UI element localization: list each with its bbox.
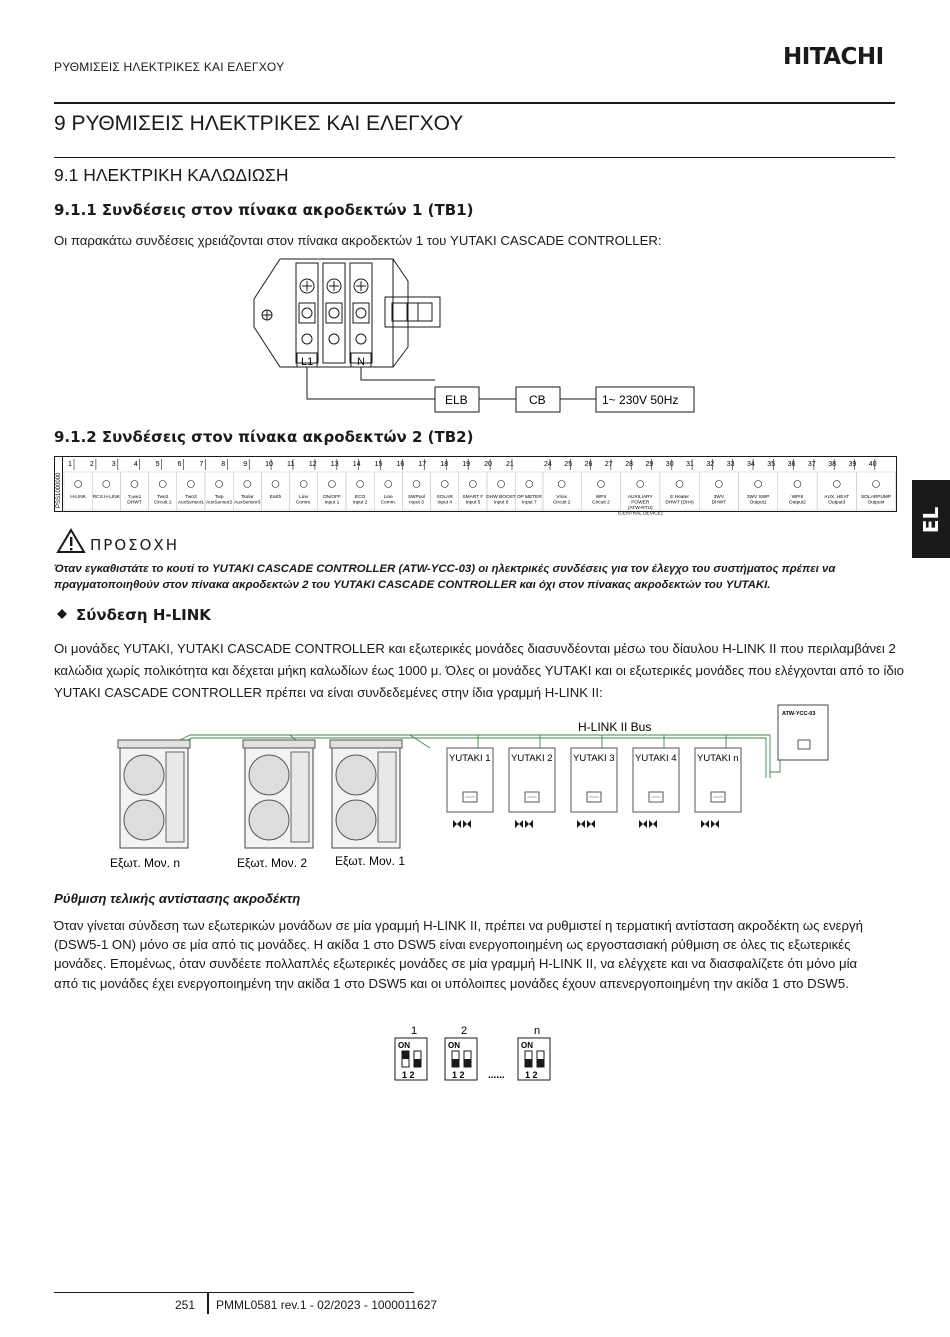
tb2-terminal-labels [64, 472, 896, 517]
tb2-right-label-4-line0: 3WV [713, 495, 725, 500]
dip-switch-diagram [390, 1020, 570, 1086]
tb2-left-label-14-line0: SMART F [462, 495, 484, 500]
running-header: ΡΥΘΜΙΣΕΙΣ ΗΛΕΚΤΡΙΚΕΣ ΚΑΙ ΕΛΕΓΧΟΥ [54, 60, 285, 74]
tb2-left-label-11-line0: Line [383, 495, 393, 500]
tb2-left-label-9-line1: Input 1 [324, 500, 340, 506]
tb2-right-label-8-line0: SOLARPUMP [860, 495, 892, 500]
controller-label: ATW-YCC-03 [782, 711, 816, 717]
tb2-terminal-26: 26 [584, 461, 593, 468]
chapter-title: 9 ΡΥΘΜΙΣΕΙΣ ΗΛΕΚΤΡΙΚΕΣ ΚΑΙ ΕΛΕΓΧΟΥ [54, 112, 464, 135]
tb2-right-label-3-line0: E.Heater [670, 495, 690, 500]
tb2-right-label-2-line0: AUXILIARY [627, 495, 653, 500]
tb2-left-label-12-line0: SWPool [407, 495, 426, 500]
tb2-terminal-10: 10 [265, 461, 273, 468]
svg-text:ON: ON [521, 1041, 533, 1050]
tb2-left-label-15-line1: Input 6 [493, 500, 509, 506]
tb2-terminal-7: 7 [199, 461, 204, 468]
valve-icon [525, 820, 533, 828]
tb2-left-label-12-line1: Input 3 [409, 500, 424, 506]
tb2-terminal-12: 12 [308, 461, 317, 468]
tb2-terminal-13: 13 [330, 461, 339, 468]
tb2-terminal-8: 8 [221, 461, 226, 468]
tb2-terminal-29: 29 [645, 461, 654, 468]
tb2-left-label-3-line1: Circuit 2 [153, 500, 172, 506]
outdoor-unit-n-label: Εξωτ. Μον. n [110, 856, 180, 870]
outdoor-unit-1-label: Εξωτ. Μον. 1 [335, 854, 405, 868]
tb2-terminal-5: 5 [155, 461, 160, 468]
valve-icon [711, 820, 719, 828]
hlink-heading: Σύνδεση H-LINK [76, 606, 211, 624]
tb2-left-label-10-line1: Input 2 [352, 500, 368, 506]
tb2-right-label-7-line1: Output3 [828, 500, 846, 506]
section-title: 9.1 ΗΛΕΚΤΡΙΚΗ ΚΑΛΩΔΙΩΣΗ [54, 165, 289, 185]
tb2-left-label-10-line0: ECO [354, 495, 366, 500]
outdoor-unit-1 [330, 740, 402, 848]
tb2-terminal-14: 14 [352, 461, 361, 468]
brand-logo: HITACHI [783, 44, 884, 70]
valve-icon [649, 820, 657, 828]
tb2-terminal-28: 28 [625, 461, 633, 468]
footer-rule [54, 1292, 414, 1293]
hlink-bus-diagram [110, 700, 840, 880]
yutaki-unit-label-1: YUTAKI 1 [449, 753, 491, 764]
tb2-right-label-0-line0: Vmix [556, 495, 567, 500]
tb2-terminal-30: 30 [665, 461, 674, 468]
tb2-left-label-16-line0: OP METER [516, 495, 542, 500]
tb2-right-label-1-line1: Circuit 2 [592, 500, 610, 506]
tb2-left-label-2-line0: Tₒwe1 [127, 495, 142, 500]
supply-label: 1~ 230V 50Hz [602, 393, 679, 407]
valve-icon [587, 820, 595, 828]
tb2-right-label-6-line0: WPIII [791, 495, 804, 500]
yutaki-unit-label-3: YUTAKI 3 [573, 753, 615, 764]
tb2-terminal-34: 34 [747, 461, 755, 468]
diamond-bullet-icon [56, 608, 70, 622]
tb2-right-label-3-line1: DHWT (DH4) [665, 500, 694, 506]
tb1-intro: Οι παρακάτω συνδέσεις χρειάζονται στον πίνακα ακροδεκτών 1 του YUTAKI CASCADE CONTROLLER: [54, 233, 662, 248]
tb2-right-label-4-line1: DHWT [711, 500, 727, 506]
tb2-terminal-25: 25 [564, 461, 573, 468]
yutaki-unit-2 [509, 748, 555, 828]
switch-n-label: n [534, 1025, 541, 1037]
terminal-resistance-paragraph: Όταν γίνεται σύνδεση των εξωτερικών μονάδων σε μία γραμμή H-LINK II, πρέπει να ρυθμιστεί η τερματική αντίσταση ακροδέκτη ως ενεργή (DSW5-1 ON) μόνο σε μία από τις μονάδες. Η ακίδα 1 στο DSW5 είναι ενεργοποιημένη ως εργοστασιακή ρύθμιση σε όλες τις εξωτερικές μονάδες. Επομένως, όταν συνδέετε πολλαπλές εξωτερικές μονάδες σε μία γραμμή H-LINK II, να ελέγχετε και να διασφαλίζετε ότι μόνο μία από τις μονάδες έχει ενεργοποιημένη την ακίδα 1 στο DSW5 και οι υπόλοιπες μονάδες έχουν απενεργοποιημένη την ακίδα 1 στο DSW5. [54, 918, 863, 991]
tb2-left-label-8-line0: Line [299, 495, 309, 500]
tb1-wiring-diagram [240, 255, 710, 417]
terminal-l1-label: L1 [301, 356, 314, 368]
tb2-terminal-11: 11 [287, 461, 295, 468]
hlink-bus-label: H-LINK II Bus [578, 720, 652, 734]
svg-text:ON: ON [398, 1041, 410, 1050]
switch-2-label: 2 [461, 1025, 468, 1037]
outdoor-unit-2-label: Εξωτ. Μον. 2 [237, 856, 307, 870]
tb2-left-label-6-line0: Tsolar [240, 495, 254, 500]
tb2-left-label-4-line0: Two3 [185, 495, 197, 500]
tb2-left-label-8-line1: Comm. [295, 500, 312, 506]
tb2-right-label-5-line0: 3WV SWP [746, 495, 770, 500]
tb2-right-label-0-line1: Circuit 2 [552, 500, 571, 506]
tb2-terminal-20: 20 [484, 461, 492, 468]
tb2-terminal-31: 31 [686, 461, 694, 468]
tb2-right-label-5-line1: Output1 [749, 500, 767, 506]
tb2-terminal-33: 33 [726, 461, 735, 468]
tb2-terminal-1: 1 [68, 461, 72, 468]
tb2-left-label-14-line1: Input 5 [465, 500, 481, 506]
caution-title: ΠΡΟΣΟΧΗ [90, 536, 179, 554]
tb2-left-label-1-line0: RCS H-LINK [92, 495, 120, 500]
warning-icon [56, 528, 86, 554]
tb2-terminal-21: 21 [506, 461, 514, 468]
tb2-terminal-16: 16 [396, 461, 405, 468]
tb2-terminal-6: 6 [177, 461, 182, 468]
outdoor-unit-n [118, 740, 190, 848]
tb2-terminal-9: 9 [243, 461, 248, 468]
tb2-terminal-15: 15 [374, 461, 383, 468]
yutaki-unit-1 [447, 748, 493, 828]
svg-text:1 2: 1 2 [452, 1070, 465, 1080]
yutaki-unit-label-2: YUTAKI 2 [511, 753, 553, 764]
tb2-left-label-11-line1: Comm. [380, 500, 397, 506]
language-tab: EL [912, 480, 950, 558]
caution-text: Όταν εγκαθιστάτε το κουτί το YUTAKI CASCADE CONTROLLER (ATW-YCC-03) οι ηλεκτρικές συνδέσεις για τον έλεγχο του συστήματος πρέπει να πραγματοποιηθούν στον πίνακα ακροδεκτών 2 του YUTAKI CASCADE CONTROLLER και όχι στον πίνακας ακροδεκτών του YUTAKI. [54, 563, 836, 591]
outdoor-unit-2 [243, 740, 315, 848]
yutaki-unit-3 [571, 748, 617, 828]
tb2-terminal-18: 18 [440, 461, 449, 468]
tb2-terminal-27: 27 [604, 461, 613, 468]
tb2-terminal-17: 17 [418, 461, 427, 468]
tb2-right-label-2-line3: (CENTRAL DEVICE) [617, 511, 663, 517]
tb2-right-label-2-line1: POWER [631, 500, 650, 506]
tb2-side-code: PSS1000000 [56, 472, 62, 508]
tb2-terminal-36: 36 [787, 461, 796, 468]
terminal-n-label: N [357, 356, 365, 368]
tb2-left-label-7-line0: Earth [269, 495, 282, 500]
tb2-left-label-3-line0: Twe2 [156, 495, 169, 500]
tb2-right-label-1-line0: WPII [595, 495, 607, 500]
valve-icon [577, 820, 585, 828]
hlink-paragraph: Οι μονάδες YUTAKI, YUTAKI CASCADE CONTROLLER και εξωτερικές μονάδες διασυνδέονται μέσω του δίαυλου H-LINK II που περιλαμβάνει 2 καλώδια χωρίς πολικότητα και δέχεται μήκη καλωδίων έως 1000 μ. Όλες οι μονάδες YUTAKI και οι εξωτερικές μονάδες που ελέγχονται από το ίδιο YUTAKI CASCADE CONTROLLER πρέπει να είναι συνδεδεμένες στην ίδια γραμμή H-LINK II: [54, 641, 904, 700]
tb2-terminal-strip [54, 456, 897, 517]
svg-text:1 2: 1 2 [402, 1070, 415, 1080]
tb2-right-label-7-line0: AUX. HEAT [824, 495, 850, 500]
tb2-terminal-numbers [68, 459, 877, 470]
tb2-left-label-0-line0: H-LINK [70, 495, 86, 500]
tb2-terminal-39: 39 [848, 461, 857, 468]
tb2-left-label-13-line0: SOLAR [436, 495, 453, 500]
tb2-left-label-2-line1: DHWT [127, 500, 142, 506]
valve-icon [463, 820, 471, 828]
yutaki-unit-5 [695, 748, 741, 828]
header-rule [54, 102, 895, 104]
tb2-terminal-35: 35 [767, 461, 776, 468]
switch-ellipsis: ...... [488, 1070, 505, 1081]
yutaki-unit-label-4: YUTAKI 4 [635, 753, 677, 764]
cb-label: CB [529, 393, 546, 407]
tb2-left-label-15-line0: DHW BOOST [486, 495, 516, 500]
valve-icon [701, 820, 709, 828]
tb2-terminal-37: 37 [807, 461, 816, 468]
tb2-left-label-16-line1: Input 7 [521, 500, 537, 506]
tb2-terminal-40: 40 [868, 461, 877, 468]
chapter-rule [54, 157, 895, 158]
footer-separator [207, 1293, 209, 1314]
tb2-terminal-4: 4 [133, 461, 138, 468]
valve-icon [639, 820, 647, 828]
tb2-terminal-19: 19 [462, 461, 470, 468]
document-reference: PMML0581 rev.1 - 02/2023 - 1000011627 [216, 1298, 438, 1312]
tb2-left-label-9-line0: ON/OFF [322, 495, 341, 500]
yutaki-unit-label-5: YUTAKI n [697, 753, 739, 764]
tb1-heading: 9.1.1 Συνδέσεις στον πίνακα ακροδεκτών 1 (TB1) [54, 201, 474, 219]
tb2-right-label-8-line1: Output4 [867, 500, 885, 506]
tb2-left-label-5-line0: Twp [214, 495, 224, 500]
yutaki-units [447, 748, 741, 828]
tb2-left-label-13-line1: Input 4 [437, 500, 453, 506]
page-number: 251 [175, 1298, 196, 1312]
tb2-terminal-24: 24 [544, 461, 552, 468]
tb2-heading: 9.1.2 Συνδέσεις στον πίνακα ακροδεκτών 2 (TB2) [54, 428, 474, 446]
tb2-left-label-6-line1: AuxSensor3 [234, 500, 261, 506]
tb2-terminal-32: 32 [706, 461, 715, 468]
tb2-right-label-2-line2: (ATW-RTU) [627, 506, 653, 511]
svg-text:1 2: 1 2 [525, 1070, 538, 1080]
switch-1-label: 1 [411, 1025, 418, 1037]
tb2-terminal-3: 3 [111, 461, 116, 468]
tb2-left-label-4-line1: AuxSensor1 [177, 500, 204, 506]
tb2-terminal-2: 2 [89, 461, 94, 468]
svg-text:ON: ON [448, 1041, 460, 1050]
yutaki-unit-4 [633, 748, 679, 828]
elb-label: ELB [445, 393, 468, 407]
valve-icon [453, 820, 461, 828]
terminal-resistance-heading: Ρύθμιση τελικής αντίστασης ακροδέκτη [54, 891, 301, 906]
tb2-right-label-6-line1: Output2 [788, 500, 806, 506]
tb2-left-label-5-line1: AuxSensor2 [206, 500, 233, 506]
tb2-terminal-38: 38 [828, 461, 836, 468]
valve-icon [515, 820, 523, 828]
